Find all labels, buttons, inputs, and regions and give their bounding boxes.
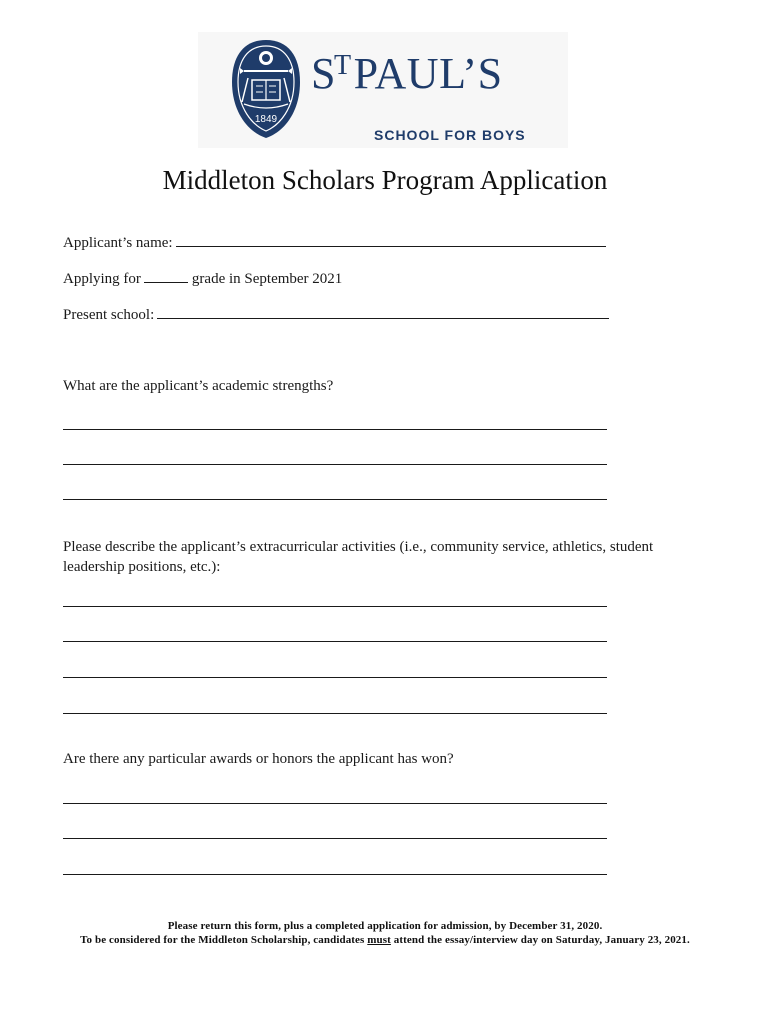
awards-answer-line[interactable]: [63, 874, 607, 875]
present-school-label: Present school:: [63, 307, 155, 323]
footer-emphasis: must: [367, 934, 391, 946]
svg-text:1849: 1849: [254, 114, 278, 125]
applying-for-label: Applying for: [63, 271, 141, 287]
present-school-field[interactable]: [157, 306, 609, 319]
footer-interview-note: To be considered for the Middleton Scholarship, candidates must attend the essay/interview day on Saturday, January 23, 2021.: [80, 934, 690, 946]
extracurricular-answer-line[interactable]: [63, 641, 607, 642]
academic-answer-line[interactable]: [63, 499, 607, 500]
present-school-row: [63, 306, 609, 324]
awards-answer-line[interactable]: [63, 838, 607, 839]
applying-for-row: [63, 270, 342, 288]
awards-answer-line[interactable]: [63, 803, 607, 804]
school-seal-icon: [230, 38, 302, 140]
extracurricular-answer-line[interactable]: [63, 606, 607, 607]
form-title: Middleton Scholars Program Application: [162, 165, 608, 195]
academic-question: What are the applicant’s academic strengths?: [63, 378, 334, 394]
school-logo: [198, 32, 568, 148]
applying-for-suffix: grade in September 2021: [191, 271, 343, 287]
applicant-name-label: Applicant’s name:: [63, 235, 173, 251]
school-name: $S^TPAUL’S$: [311, 49, 503, 98]
awards-question: Are there any particular awards or honors the applicant has won?: [63, 751, 454, 767]
grade-field[interactable]: [144, 270, 188, 283]
applicant-name-field[interactable]: [176, 234, 606, 247]
academic-answer-line[interactable]: [63, 429, 607, 430]
footer-deadline: Please return this form, plus a completed application for admission, by December 31, 2020.: [167, 920, 603, 932]
applicant-name-row: [63, 234, 606, 252]
academic-answer-line[interactable]: [63, 464, 607, 465]
extracurricular-answer-line[interactable]: [63, 713, 607, 714]
school-subtitle: SCHOOL FOR BOYS: [374, 127, 526, 143]
extracurricular-answer-line[interactable]: [63, 677, 607, 678]
extracurricular-question: Please describe the applicant’s extracurricular activities (i.e., community service, athletics, student leadership positions, etc.):: [63, 539, 654, 575]
